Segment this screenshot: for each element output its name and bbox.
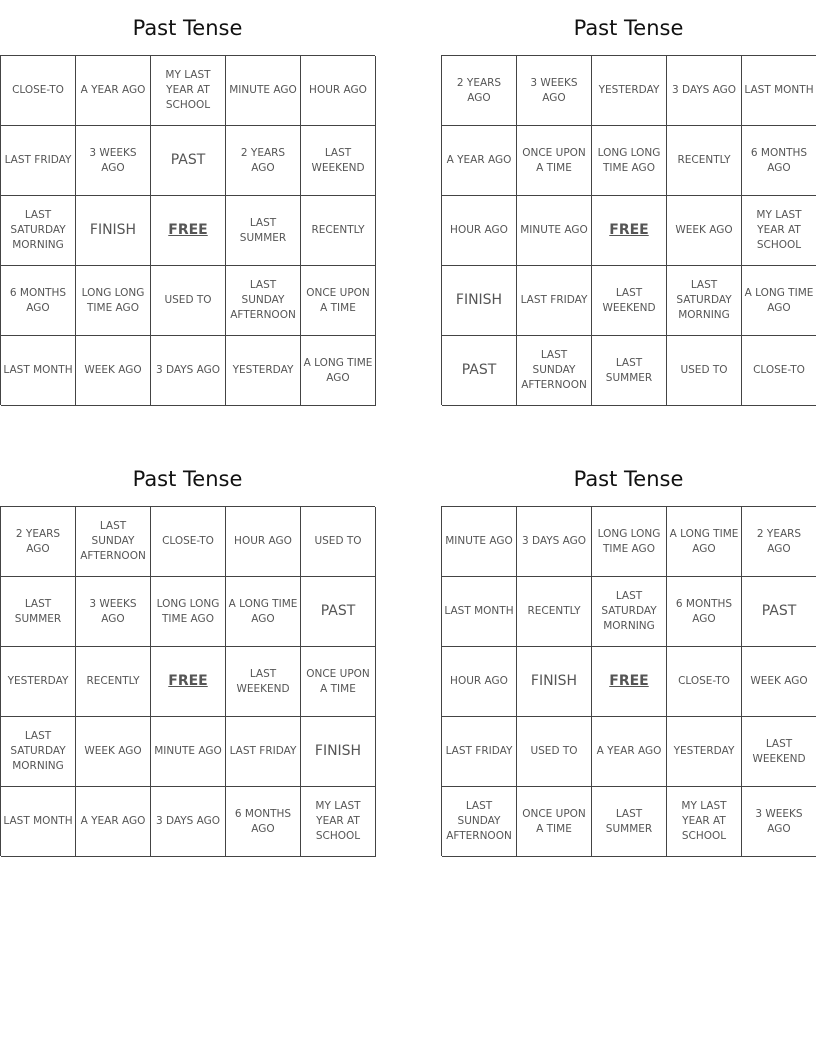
bingo-grid [441, 506, 816, 856]
bingo-cell: PAST [742, 577, 816, 647]
bingo-cell: LAST MONTH [742, 56, 816, 126]
card-title: Past Tense [132, 16, 243, 40]
bingo-cell: 6 MONTHS AGO [742, 126, 816, 196]
free-space-cell: FREE [592, 196, 667, 266]
bingo-cell: A YEAR AGO [592, 717, 667, 787]
bingo-cell: YESTERDAY [667, 717, 742, 787]
bingo-cell: 2 YEARS AGO [1, 507, 76, 577]
bingo-cell: LAST SUNDAY AFTERNOON [76, 507, 151, 577]
bingo-cell: WEEK AGO [76, 717, 151, 787]
bingo-cell: 3 DAYS AGO [667, 56, 742, 126]
bingo-cell: RECENTLY [667, 126, 742, 196]
bingo-cell: MINUTE AGO [442, 507, 517, 577]
bingo-cell: CLOSE-TO [667, 647, 742, 717]
card-title: Past Tense [132, 467, 243, 491]
bingo-cell: CLOSE-TO [1, 56, 76, 126]
bingo-cell: FINISH [517, 647, 592, 717]
bingo-cell: A LONG TIME AGO [301, 336, 376, 406]
bingo-cell: LONG LONG TIME AGO [151, 577, 226, 647]
bingo-cell: WEEK AGO [667, 196, 742, 266]
bingo-cell: LAST SUMMER [226, 196, 301, 266]
bingo-cell: LAST SATURDAY MORNING [667, 266, 742, 336]
bingo-grid [441, 55, 816, 405]
bingo-cell: LAST SUNDAY AFTERNOON [517, 336, 592, 406]
free-space-cell: FREE [151, 647, 226, 717]
bingo-cell: 2 YEARS AGO [742, 507, 816, 577]
bingo-cell: ONCE UPON A TIME [301, 266, 376, 336]
bingo-cell: WEEK AGO [742, 647, 816, 717]
bingo-cell: LAST WEEKEND [226, 647, 301, 717]
bingo-cell: LAST SATURDAY MORNING [1, 717, 76, 787]
bingo-cell: USED TO [301, 507, 376, 577]
card-title: Past Tense [573, 467, 684, 491]
bingo-cell: LAST FRIDAY [1, 126, 76, 196]
bingo-cell: CLOSE-TO [151, 507, 226, 577]
bingo-cell: 3 DAYS AGO [517, 507, 592, 577]
bingo-cell: USED TO [517, 717, 592, 787]
bingo-grid [0, 55, 375, 405]
bingo-cell: LAST SUNDAY AFTERNOON [442, 787, 517, 857]
bingo-cell: LAST SATURDAY MORNING [1, 196, 76, 266]
bingo-cell: PAST [151, 126, 226, 196]
bingo-cell: A LONG TIME AGO [742, 266, 816, 336]
bingo-cell: LAST FRIDAY [226, 717, 301, 787]
bingo-cell: MY LAST YEAR AT SCHOOL [742, 196, 816, 266]
bingo-cell: PAST [442, 336, 517, 406]
bingo-cell: HOUR AGO [226, 507, 301, 577]
bingo-cell: YESTERDAY [1, 647, 76, 717]
bingo-cell: FINISH [301, 717, 376, 787]
bingo-cell: A YEAR AGO [442, 126, 517, 196]
bingo-cell: 3 DAYS AGO [151, 336, 226, 406]
bingo-cell: MY LAST YEAR AT SCHOOL [151, 56, 226, 126]
bingo-cell: PAST [301, 577, 376, 647]
bingo-cell: CLOSE-TO [742, 336, 816, 406]
bingo-cell: YESTERDAY [592, 56, 667, 126]
bingo-cell: A YEAR AGO [76, 56, 151, 126]
bingo-cell: MY LAST YEAR AT SCHOOL [667, 787, 742, 857]
bingo-cell: ONCE UPON A TIME [517, 787, 592, 857]
bingo-cell: LONG LONG TIME AGO [592, 507, 667, 577]
bingo-cell: 3 WEEKS AGO [76, 577, 151, 647]
bingo-cell: MINUTE AGO [517, 196, 592, 266]
bingo-cell: LAST WEEKEND [301, 126, 376, 196]
bingo-cell: LAST WEEKEND [742, 717, 816, 787]
bingo-cell: LAST SUNDAY AFTERNOON [226, 266, 301, 336]
bingo-cell: LAST SUMMER [592, 787, 667, 857]
bingo-cell: HOUR AGO [442, 647, 517, 717]
bingo-cell: A LONG TIME AGO [226, 577, 301, 647]
bingo-cell: 3 DAYS AGO [151, 787, 226, 857]
bingo-cell: MINUTE AGO [226, 56, 301, 126]
bingo-grid [0, 506, 375, 856]
bingo-cell: 2 YEARS AGO [442, 56, 517, 126]
bingo-cell: LAST FRIDAY [517, 266, 592, 336]
bingo-cell: RECENTLY [301, 196, 376, 266]
bingo-cell: MINUTE AGO [151, 717, 226, 787]
bingo-cell: FINISH [442, 266, 517, 336]
bingo-cell: LAST SATURDAY MORNING [592, 577, 667, 647]
bingo-cell: HOUR AGO [301, 56, 376, 126]
card-title: Past Tense [573, 16, 684, 40]
free-space-cell: FREE [151, 196, 226, 266]
bingo-cell: LAST WEEKEND [592, 266, 667, 336]
bingo-cell: LAST SUMMER [592, 336, 667, 406]
bingo-cell: LAST FRIDAY [442, 717, 517, 787]
bingo-cell: A LONG TIME AGO [667, 507, 742, 577]
bingo-cell: RECENTLY [517, 577, 592, 647]
bingo-cell: LONG LONG TIME AGO [592, 126, 667, 196]
bingo-cell: YESTERDAY [226, 336, 301, 406]
bingo-cell: USED TO [151, 266, 226, 336]
bingo-cell: 2 YEARS AGO [226, 126, 301, 196]
bingo-cell: LONG LONG TIME AGO [76, 266, 151, 336]
bingo-cell: LAST MONTH [1, 336, 76, 406]
bingo-card-1 [0, 0, 375, 405]
bingo-cell: RECENTLY [76, 647, 151, 717]
bingo-cell: HOUR AGO [442, 196, 517, 266]
bingo-cell: 6 MONTHS AGO [667, 577, 742, 647]
bingo-card-2 [441, 0, 816, 405]
bingo-cell: MY LAST YEAR AT SCHOOL [301, 787, 376, 857]
bingo-card-4 [441, 451, 816, 856]
bingo-cell: 6 MONTHS AGO [226, 787, 301, 857]
bingo-cell: LAST MONTH [1, 787, 76, 857]
free-space-cell: FREE [592, 647, 667, 717]
bingo-cell: 3 WEEKS AGO [742, 787, 816, 857]
bingo-cell: 3 WEEKS AGO [517, 56, 592, 126]
bingo-cell: 3 WEEKS AGO [76, 126, 151, 196]
bingo-cell: ONCE UPON A TIME [301, 647, 376, 717]
bingo-cell: LAST MONTH [442, 577, 517, 647]
bingo-cell: USED TO [667, 336, 742, 406]
bingo-cell: LAST SUMMER [1, 577, 76, 647]
bingo-cell: A YEAR AGO [76, 787, 151, 857]
bingo-cell: 6 MONTHS AGO [1, 266, 76, 336]
bingo-cell: WEEK AGO [76, 336, 151, 406]
bingo-cell: FINISH [76, 196, 151, 266]
bingo-cell: ONCE UPON A TIME [517, 126, 592, 196]
bingo-card-3 [0, 451, 375, 856]
